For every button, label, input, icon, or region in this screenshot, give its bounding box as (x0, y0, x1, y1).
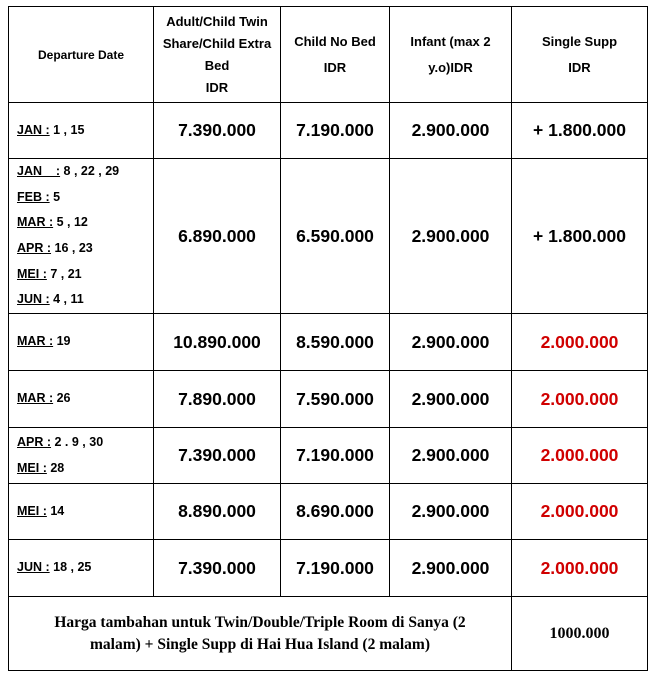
single-supp-price: + 1.800.000 (512, 103, 648, 159)
footer-row (9, 597, 648, 671)
single-supp-price: 2.000.000 (512, 428, 648, 484)
price-table (8, 6, 648, 671)
single-supp-price: 2.000.000 (512, 484, 648, 540)
departure-dates: APR : 2 . 9 , 30 MEI : 28 (9, 428, 154, 484)
single-supp-price: 2.000.000 (512, 371, 648, 428)
infant-price: 2.900.000 (390, 371, 512, 428)
departure-dates: MAR : 19 (9, 314, 154, 371)
table-row (9, 371, 648, 428)
child-price: 7.190.000 (281, 103, 390, 159)
footer-value: 1000.000 (512, 597, 648, 671)
departure-dates: MAR : 26 (9, 371, 154, 428)
single-supp-price: 2.000.000 (512, 314, 648, 371)
adult-price: 8.890.000 (154, 484, 281, 540)
header-departure-date: Departure Date (9, 7, 154, 103)
adult-price: 7.390.000 (154, 540, 281, 597)
footer-note: Harga tambahan untuk Twin/Double/Triple Room di Sanya (2 malam) + Single Supp di Hai Hua Island (2 malam) (9, 597, 512, 671)
departure-dates: JUN : 18 , 25 (9, 540, 154, 597)
header-single-supp: Single Supp IDR (512, 7, 648, 103)
child-price: 7.190.000 (281, 428, 390, 484)
adult-price: 7.390.000 (154, 428, 281, 484)
table-row (9, 103, 648, 159)
departure-dates: MEI : 14 (9, 484, 154, 540)
child-price: 8.690.000 (281, 484, 390, 540)
single-supp-price: + 1.800.000 (512, 159, 648, 314)
child-price: 7.190.000 (281, 540, 390, 597)
infant-price: 2.900.000 (390, 103, 512, 159)
table-row (9, 159, 648, 314)
single-supp-price: 2.000.000 (512, 540, 648, 597)
infant-price: 2.900.000 (390, 540, 512, 597)
child-price: 7.590.000 (281, 371, 390, 428)
table-row (9, 540, 648, 597)
infant-price: 2.900.000 (390, 159, 512, 314)
child-price: 6.590.000 (281, 159, 390, 314)
child-price: 8.590.000 (281, 314, 390, 371)
header-child-no-bed: Child No Bed IDR (281, 7, 390, 103)
table-row (9, 314, 648, 371)
adult-price: 7.390.000 (154, 103, 281, 159)
table-row (9, 428, 648, 484)
header-row (9, 7, 648, 103)
departure-dates: JAN : 1 , 15 (9, 103, 154, 159)
table-row (9, 484, 648, 540)
infant-price: 2.900.000 (390, 484, 512, 540)
infant-price: 2.900.000 (390, 428, 512, 484)
departure-dates: JAN : 8 , 22 , 29 FEB : 5 MAR : 5 , 12 APR : 16 , 23 MEI : 7 , 21 JUN : 4 , 11 (9, 159, 154, 314)
header-adult-twin: Adult/Child Twin Share/Child Extra Bed IDR (154, 7, 281, 103)
adult-price: 7.890.000 (154, 371, 281, 428)
header-infant: Infant (max 2 y.o)IDR (390, 7, 512, 103)
adult-price: 6.890.000 (154, 159, 281, 314)
infant-price: 2.900.000 (390, 314, 512, 371)
adult-price: 10.890.000 (154, 314, 281, 371)
